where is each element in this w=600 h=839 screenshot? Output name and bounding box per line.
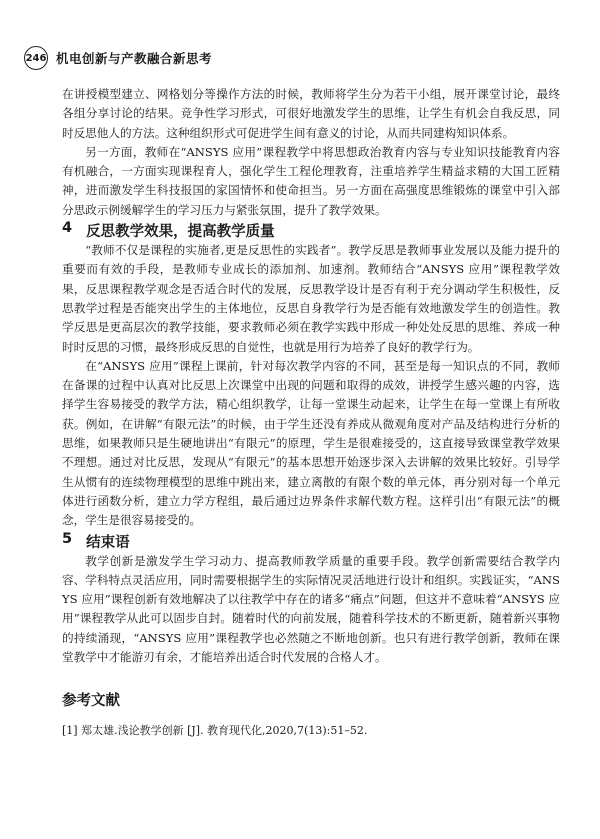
references-heading: 参考文献 <box>62 693 120 710</box>
reference-item: [1] 郑太雄.浅论教学创新 [J]. 教育现代化,2020,7(13):51–52. <box>62 724 368 738</box>
paragraph: 教学创新是激发学生学习动力、提高教师教学质量的重要手段。教学创新需要结合教学内容、学科特点灵活应用，同时需要根据学生的实际情况灵活地进行设计和组织。实践证实，“ANSYS 应用”课程创新有效地解决了以往教学中存在的诸多“痛点”问题，但这并不意味着“ANSYS 应用”课程教学从此可以固步自封。随着时代的向前发展，随着科学技术的不断更新，随着新兴事物的持续涌现，“ANSYS 应用”课程教学也必然随之不断地创新。也只有进行教学创新，教师在课堂教学中才能游刃有余，才能培养出适合时代发展的合格人才。 <box>62 553 560 665</box>
paragraph-continued: 在讲授模型建立、网格划分等操作方法的时候，教师将学生分为若干小组，展开课堂讨论，最终各组分享讨论的结果。竞争性学习形式，可很好地激发学生的思维，让学生有机会自我反思，同时反思他人的方法。这种组织形式可促进学生间有意义的讨论，从而共同建构知识体系。 <box>62 87 560 140</box>
page-number: 246 <box>24 46 48 70</box>
section-title: 反思教学效果，提高教学质量 <box>86 224 275 241</box>
section-5-heading <box>62 531 560 552</box>
running-title: 机电创新与产教融合新思考 <box>56 51 213 66</box>
section-title: 结束语 <box>86 534 130 551</box>
paragraph: “教师不仅是课程的实施者,更是反思性的实践者”。教学反思是教师事业发展以及能力提升的重要而有效的手段，是教师专业成长的添加剂、加速剂。教师结合“ANSYS 应用”课程教学效果，反思课程教学观念是否适合时代的发展，反思教学设计是否有利于充分调动学生积极性，反思教学过程是否能突出学生的主体地位，反思自身教学行为是否能有效地激发学生的创造性。教学反思是更高层次的教学技能，要求教师必须在教学实践中形成一种处处反思的思维、养成一种时时反思的习惯，最终形成反思的自觉性，也就是用行为培养了良好的教学行为。 <box>62 243 560 354</box>
section-number: 4 <box>62 220 73 237</box>
page-header <box>24 46 212 70</box>
article-body <box>62 85 560 740</box>
paragraph: 另一方面，教师在“ANSYS 应用”课程教学中将思想政治教育内容与专业知识技能教育内容有机融合，一方面实现课程育人，强化学生工程伦理教育，注重培养学生精益求精的大国工匠精神，进而激发学生科技报国的家国情怀和使命担当。另一方面在高强度思维锻炼的课堂中引入部分思政示例缓解学生的学习压力与紧张氛围，提升了教学效果。 <box>62 144 560 217</box>
section-4-heading <box>62 220 560 241</box>
section-number: 5 <box>62 530 73 547</box>
paragraph: 在“ANSYS 应用”课程上课前，针对每次教学内容的不同，甚至是每一知识点的不同，教师在备课的过程中认真对比反思上次课堂中出现的问题和取得的成效，讲授学生感兴趣的内容，选择学生容易接受的教学方法，精心组织教学，让每一堂课生动起来，让学生在每一堂课上有所收获。例如，在讲解“有限元法”的时候，由于学生还没有养成从微观角度对产品及结构进行分析的思维，如果教师只是生硬地讲出“有限元”的原理，学生是很难接受的，这直接导致课堂教学效果不理想。通过对比反思，发现从“有限元”的基本思想开始逐步深入去讲解的效果比较好。引导学生从惯有的连续物理模型的思维中跳出来，建立离散的有限个数的单元体，再分别对每一个单元体进行函数分析，建立力学方程组，最后通过边界条件求解代数方程。这样引出“有限元法”的概念，学生是很容易接受的。 <box>62 358 560 528</box>
